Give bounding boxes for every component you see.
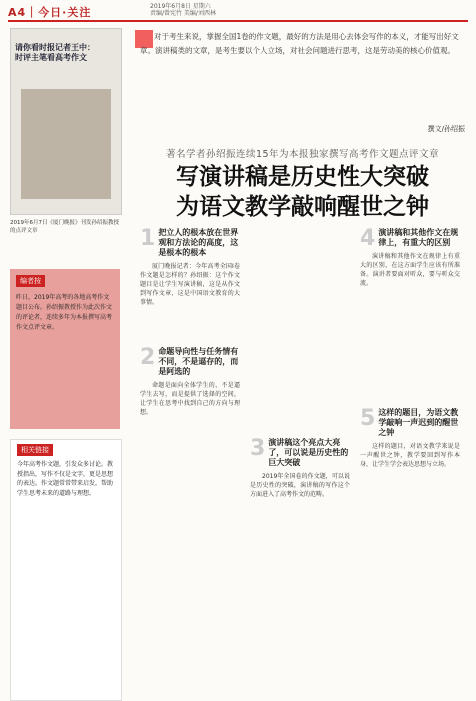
article-columns	[140, 228, 470, 693]
left-column	[10, 28, 120, 701]
section-number: 3	[250, 436, 266, 461]
column-a	[140, 228, 240, 417]
page-header	[0, 0, 476, 22]
section-heading: 演讲稿和其他作文在规律上，有重大的区别	[378, 228, 459, 247]
section-4	[360, 228, 460, 288]
section-number: 4	[360, 226, 376, 251]
section-number: 1	[140, 226, 156, 251]
editor-note-box	[10, 269, 120, 429]
section-1	[140, 228, 240, 307]
editor-note-tag: 编者按	[16, 275, 45, 287]
date-info	[150, 3, 216, 17]
section-body: 厦门晚报记者：今年高考全国I卷作文题是怎样的？孙绍振：这个作文题目是让学生写演讲稿，这是从作文到写作文章，这是中国语文教育的大事情。	[140, 263, 240, 306]
section-3	[250, 438, 350, 499]
main-headline	[140, 162, 465, 222]
intro-block	[140, 30, 465, 140]
headline-line-2: 为语文教学敲响醒世之钟	[176, 194, 429, 220]
section-heading: 把立人的根本放在世界观和方法论的高度，这是根本的根本	[158, 228, 239, 257]
portrait-photo	[21, 89, 111, 199]
section-number: 5	[360, 406, 376, 431]
section-title: A4｜今日·关注	[8, 6, 92, 19]
column-b	[250, 228, 350, 499]
thumbnail-title: 请你看时报记者王中：时评主笔看高考作文	[15, 43, 95, 62]
section-body: 演讲稿和其他作文在规律上有重大的区别，在这方面学生应该有所准备。演讲者要面对听众，要与听众交流。	[360, 253, 460, 287]
section-5	[360, 408, 460, 469]
related-link-box	[10, 439, 122, 701]
kicker-line: 著名学者孙绍振连续15年为本报独家撰写高考作文题点评文章	[165, 149, 440, 160]
thumbnail-caption: 2019年6月7日《厦门晚报》刊发孙绍振教授的点评文章	[10, 220, 119, 234]
related-link-text: 今年高考作文题，引发众多讨论。教授指出，写作不仅是文字，更是思想的表达。作文题常常带来启发，帮助学生思考未来的道路与理想。	[17, 461, 114, 497]
date-line: 2019年6月8日 星期六	[150, 3, 211, 10]
newspaper-thumbnail	[10, 28, 122, 215]
section-body: 命题是面向全体学生的，不是逼学生去写，而是提供了选择的空间，让学生在思考中找到自己的方向与理想。	[140, 382, 240, 416]
section-number: 2	[140, 345, 156, 370]
section-heading: 演讲稿这个亮点大亮了，可以说是历史性的巨大突破	[268, 438, 349, 467]
column-c	[360, 228, 460, 469]
section-body: 这样的题目，对语文教学来说是一声醒世之钟，教学要回到写作本身，让学生学会表达思想与立场。	[360, 443, 460, 468]
byline: 撰文/孙绍振	[427, 125, 465, 133]
section-heading: 命题导向性与任务情有不同，不是逼存的，而是阿选的	[158, 347, 239, 376]
editor-line: 责编/曾宪竹 美编/刘西林	[150, 10, 216, 17]
section-body: 2019年全国卷的作文题，可以说是历史性的突破，演讲稿的写作这个方面进入了高考作文的范畴。	[250, 473, 350, 498]
section-2	[140, 347, 240, 417]
intro-text: 对于考生来说，掌握全国1卷的作文题，最好的方法是用心去体会写作的本义，才能写出好文章。演讲稿类的文章，是考生要以个人立场，对社会问题进行思考，这是劳动美的核心价值观。	[140, 32, 459, 55]
header-rule	[8, 20, 468, 22]
headline-line-1: 写演讲稿是历史性大突破	[176, 164, 429, 190]
section-heading: 这样的题目，为语文教学敲响一声迟到的醒世之钟	[378, 408, 459, 437]
related-link-tag: 相关链接	[17, 444, 53, 456]
editor-note-text: 昨日，2019年高考的各地高考作文题目公布。孙绍振教授作为此次作文的评论者，连续多年为本报撰写高考作文点评文章。	[16, 294, 113, 331]
